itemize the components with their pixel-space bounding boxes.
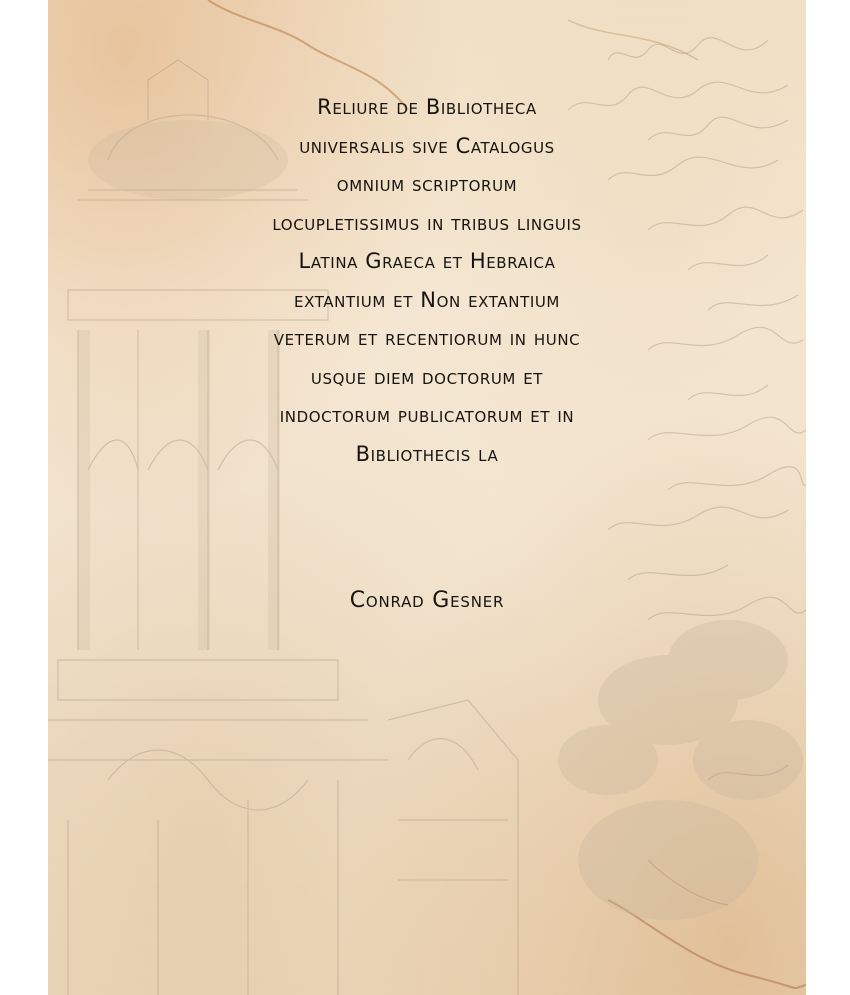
title-line: veterum et recentiorum in hunc: [273, 326, 581, 350]
title-line: usque diem doctorum et: [310, 364, 544, 389]
title-line: Latina Graeca et Hebraica: [298, 249, 556, 273]
book-title: [48, 88, 806, 473]
title-line: universalis sive Catalogus: [299, 133, 555, 158]
title-line: locupletissimus in tribus linguis: [272, 210, 582, 235]
title-line: indoctorum publicatorum et in: [279, 403, 575, 427]
title-line: extantium et Non extantium: [294, 287, 560, 312]
title-line: Reliure de Bibliotheca: [317, 95, 537, 119]
book-author: Conrad Gesner: [349, 588, 505, 613]
title-line: Bibliothecis la: [355, 441, 499, 466]
book-cover: [48, 0, 806, 995]
title-line: omnium scriptorum: [336, 172, 518, 196]
